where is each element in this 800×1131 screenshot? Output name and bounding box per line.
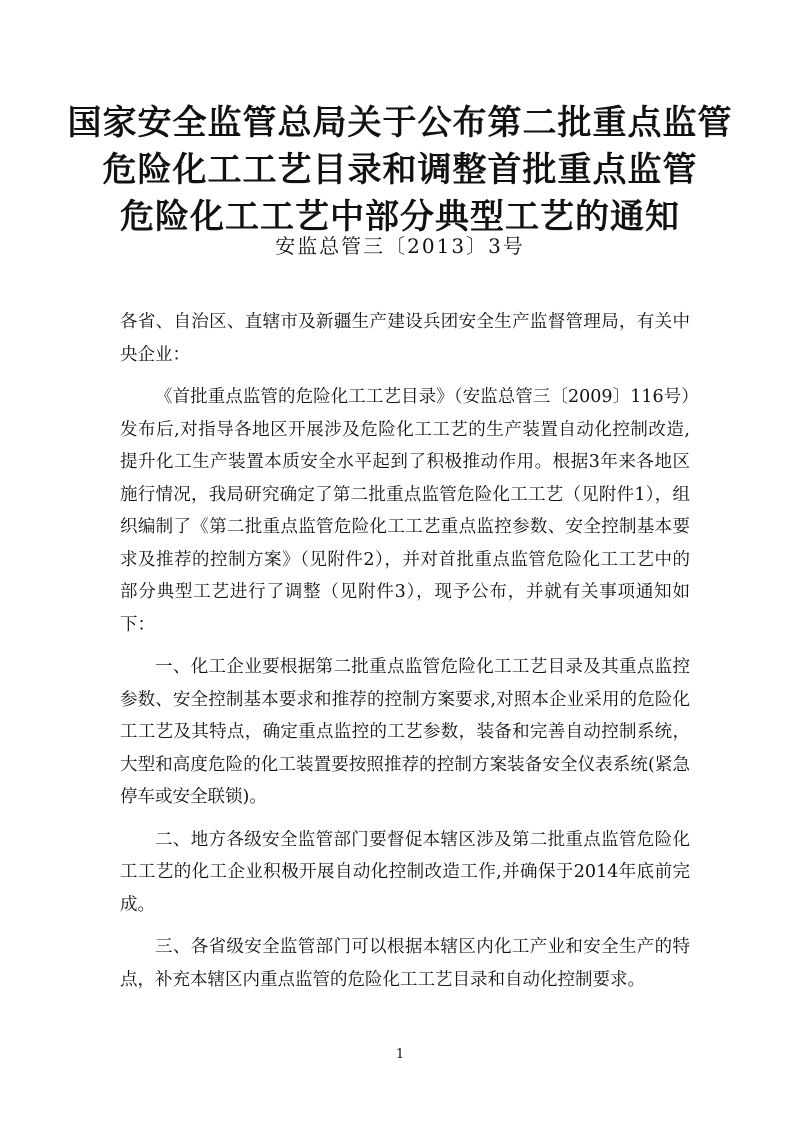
paragraph-item-1: 一、化工企业要根据第二批重点监管危险化工工艺目录及其重点监控参数、安全控制基本要求和推荐的控制方案要求,对照本企业采用的危险化工工艺及其特点，确定重点监控的工艺参数，装备和完善自动控制系统，大型和高度危险的化工装置要按照推荐的控制方案装备安全仪表系统(紧急停车或安全联锁)。 — [120, 657, 690, 807]
paragraph-intro: 《首批重点监管的危险化工工艺目录》（安监总管三〔2009〕116号）发布后,对指导各地区开展涉及危险化工工艺的生产装置自动化控制改造,提升化工生产装置本质安全水平起到了积极推动作用。根据3年来各地区施行情况，我局研究确定了第二批重点监管危险化工工艺（见附件1），组织编制了《第二批重点监管危险化工工艺重点监控参数、安全控制基本要求及推荐的控制方案》（见附件2），并对首批重点监管危险化工工艺中的部分典型工艺进行了调整（见附件3），现予公布，并就有关事项通知如下： — [120, 387, 690, 635]
document-title — [60, 100, 740, 241]
title-line-3: 危险化工工艺中部分典型工艺的通知 — [120, 197, 680, 237]
document-number: 安监总管三〔2013〕3号 — [275, 234, 525, 258]
title-line-2: 危险化工工艺目录和调整首批重点监管 — [102, 150, 698, 190]
document-body — [120, 306, 690, 1006]
page-number: 1 — [395, 1047, 405, 1062]
paragraph-item-2: 二、地方各级安全监管部门要督促本辖区涉及第二批重点监管危险化工工艺的化工企业积极开展自动化控制改造工作,并确保于2014年底前完成。 — [120, 829, 690, 915]
title-line-1: 国家安全监管总局关于公布第二批重点监管 — [67, 103, 733, 143]
paragraph-item-3: 三、各省级安全监管部门可以根据本辖区内化工产业和安全生产的特点，补充本辖区内重点监管的危险化工工艺目录和自动化控制要求。 — [120, 937, 690, 990]
salutation: 各省、自治区、直辖市及新疆生产建设兵团安全生产监督管理局，有关中央企业： — [120, 312, 690, 365]
